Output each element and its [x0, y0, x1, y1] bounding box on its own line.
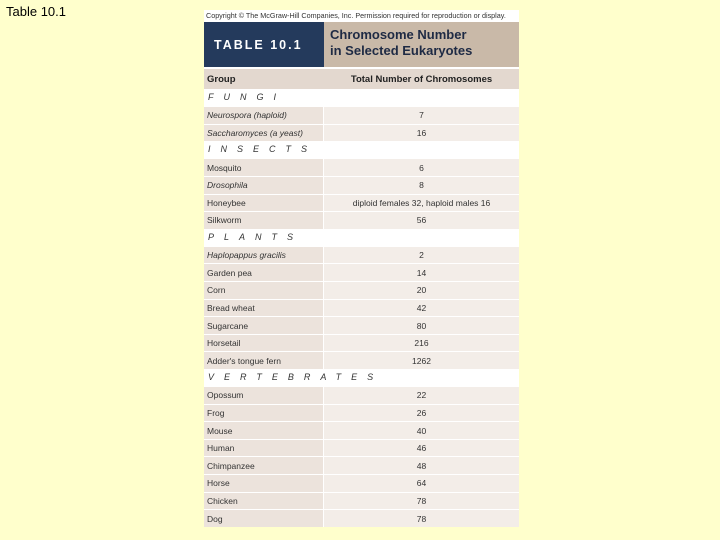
chromosome-count-cell: 16 [324, 125, 519, 142]
chromosome-count-cell: 20 [324, 282, 519, 299]
table-row [204, 281, 519, 299]
chromosome-count-cell: 216 [324, 335, 519, 352]
table-header-row [204, 67, 519, 89]
chromosome-count-cell: 78 [324, 493, 519, 510]
organism-cell: Opossum [204, 387, 324, 404]
section-header: FUNGI [204, 89, 519, 106]
chromosome-count-cell: 26 [324, 405, 519, 422]
section-header: VERTEBRATES [204, 369, 519, 386]
organism-cell: Neurospora (haploid) [204, 107, 324, 124]
organism-cell: Adder's tongue fern [204, 352, 324, 369]
organism-cell: Chimpanzee [204, 457, 324, 474]
total-column-header: Total Number of Chromosomes [350, 73, 493, 85]
chromosome-count-cell: diploid females 32, haploid males 16 [324, 195, 519, 212]
organism-cell: Silkworm [204, 212, 324, 229]
table-row [204, 176, 519, 194]
table-row [204, 334, 519, 352]
organism-cell: Drosophila [204, 177, 324, 194]
table-row [204, 106, 519, 124]
table-row [204, 158, 519, 176]
chromosome-count-cell: 42 [324, 300, 519, 317]
organism-cell: Horse [204, 475, 324, 492]
chromosome-count-cell: 78 [324, 510, 519, 527]
table-row [204, 351, 519, 369]
organism-cell: Garden pea [204, 264, 324, 281]
table-row [204, 439, 519, 457]
table-row [204, 299, 519, 317]
table-label: TABLE 10.1 [204, 22, 324, 67]
organism-cell: Haplopappus gracilis [204, 247, 324, 264]
section-header: PLANTS [204, 229, 519, 246]
chromosome-count-cell: 46 [324, 440, 519, 457]
chromosome-count-cell: 22 [324, 387, 519, 404]
chromosome-table [204, 10, 519, 527]
chromosome-count-cell: 7 [324, 107, 519, 124]
chromosome-count-cell: 2 [324, 247, 519, 264]
chromosome-count-cell: 6 [324, 159, 519, 176]
organism-cell: Chicken [204, 493, 324, 510]
table-row [204, 211, 519, 229]
chromosome-count-cell: 8 [324, 177, 519, 194]
table-title-line1: Chromosome Number [330, 27, 467, 42]
organism-cell: Sugarcane [204, 317, 324, 334]
table-row [204, 456, 519, 474]
organism-cell: Mouse [204, 422, 324, 439]
table-row [204, 316, 519, 334]
table-title-line2: in Selected Eukaryotes [330, 43, 473, 58]
chromosome-count-cell: 1262 [324, 352, 519, 369]
table-title [324, 22, 519, 67]
organism-cell: Frog [204, 405, 324, 422]
organism-cell: Dog [204, 510, 324, 527]
organism-cell: Mosquito [204, 159, 324, 176]
group-column-header: Group [207, 73, 236, 85]
chromosome-count-cell: 56 [324, 212, 519, 229]
table-row [204, 421, 519, 439]
table-title-block [204, 22, 519, 67]
chromosome-count-cell: 64 [324, 475, 519, 492]
table-row [204, 474, 519, 492]
organism-cell: Saccharomyces (a yeast) [204, 125, 324, 142]
organism-cell: Bread wheat [204, 300, 324, 317]
organism-cell: Human [204, 440, 324, 457]
chromosome-count-cell: 14 [324, 264, 519, 281]
section-header: INSECTS [204, 141, 519, 158]
copyright-notice: Copyright © The McGraw-Hill Companies, Inc. Permission required for reproduction or display. [204, 10, 519, 22]
table-row [204, 492, 519, 510]
chromosome-count-cell: 48 [324, 457, 519, 474]
table-row [204, 404, 519, 422]
organism-cell: Honeybee [204, 195, 324, 212]
table-row [204, 386, 519, 404]
chromosome-count-cell: 80 [324, 317, 519, 334]
table-row [204, 263, 519, 281]
organism-cell: Corn [204, 282, 324, 299]
table-row [204, 194, 519, 212]
slide-title: Table 10.1 [6, 4, 66, 19]
table-row [204, 124, 519, 142]
table-body [204, 89, 519, 527]
table-row [204, 246, 519, 264]
organism-cell: Horsetail [204, 335, 324, 352]
chromosome-count-cell: 40 [324, 422, 519, 439]
table-row [204, 509, 519, 527]
